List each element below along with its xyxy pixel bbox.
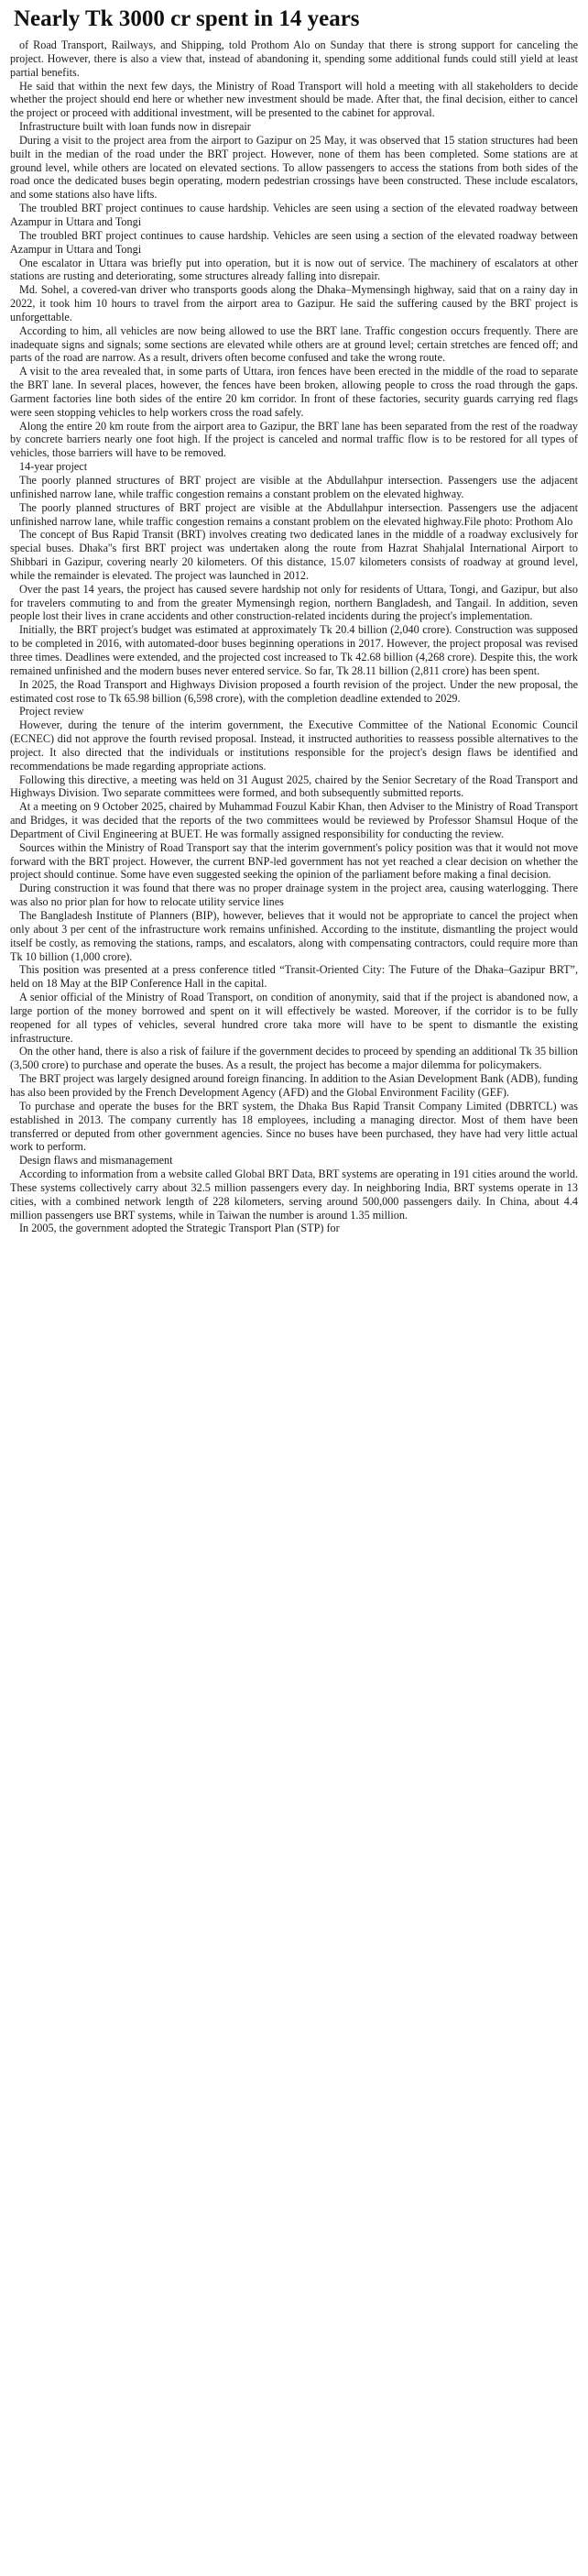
paragraph: He said that within the next few days, the Ministry of Road Transport will hold a meeting with all stakeholders to decide whether the project should end here or whether new investment should be made. After that, the final decision, either to cancel the project or proceed with additional investment, will be presented to the cabinet for approval. (10, 79, 578, 120)
paragraph: The troubled BRT project continues to cause hardship. Vehicles are seen using a section of the elevated roadway between Azampur in Uttara and Tongi (10, 228, 578, 256)
headline: Nearly Tk 3000 cr spent in 14 years (14, 6, 360, 31)
paragraph: A senior official of the Ministry of Road Transport, on condition of anonymity, said that if the project is abandoned now, a large portion of the money borrowed and spent on it will effectively be wasted. Moreover, if the corridor is to be fully reopened for all types of vehicles, several hundred crore taka more will have to be spent to dismantle the existing infrastructure. (10, 991, 578, 1045)
paragraph: At a meeting on 9 October 2025, chaired by Muhammad Fouzul Kabir Khan, then Adviser to the Ministry of Road Transport and Bridges, it was decided that the reports of the two committees would be reviewed by Professor Shamsul Hoque of the Department of Civil Engineering at BUET. He was formally assigned responsibility for conducting the review. (10, 800, 578, 840)
paragraph: In 2025, the Road Transport and Highways Division proposed a fourth revision of the project. Under the new proposal, the estimated cost rose to Tk 65.98 billion (6,598 crore), with the completion deadline extended to 2029. (10, 677, 578, 705)
paragraph: A visit to the area revealed that, in some parts of Uttara, iron fences have been erected in the middle of the road to separate the BRT lane. In several places, however, the fences have been broken, allowing people to cross the road through the gaps. Garment factories line both sides of the entire 20 km corridor. In front of these factories, security guards carrying red flags were seen stopping vehicles to help workers cross the road safely. (10, 365, 578, 419)
paragraph: Project review (19, 705, 84, 718)
paragraph: However, during the tenure of the interim government, the Executive Committee of the National Economic Council (ECNEC) did not approve the fourth revised proposal. Instead, it instructed authorities to reassess possible alternatives to the project. It also directed that the individuals or institutions responsible for the project's design flaws be identified and recommendations be made regarding appropriate actions. (10, 718, 578, 773)
paragraph: The Bangladesh Institute of Planners (BIP), however, believes that it would not be appropriate to cancel the project when only about 3 per cent of the infrastructure work remains unfinished. According to the institute, dismantling the project would itself be costly, as removing the stations, ramps, and escalators, along with compensating contractors, could require more than Tk 10 billion (1,000 crore). (10, 909, 578, 963)
paragraph: The concept of Bus Rapid Transit (BRT) involves creating two dedicated lanes in the middle of a roadway exclusively for special buses. Dhaka''s first BRT project was undertaken along the route from Hazrat Shahjalal International Airport to Shibbari in Gazipur, covering nearly 20 kilometers. Of this distance, 15.07 kilometers consists of roadway at ground level, while the remainder is elevated. The project was launched in 2012. (10, 528, 578, 582)
paragraph: This position was presented at a press conference titled “Transit-Oriented City: The Future of the Dhaka–Gazipur BRT”, held on 18 May at the BIP Conference Hall in the capital. (10, 963, 578, 991)
paragraph: To purchase and operate the buses for the BRT system, the Dhaka Bus Rapid Transit Company Limited (DBRTCL) was established in 2013. The company currently has 18 employees, including a managing director. Most of them have been transferred or deputed from other government agencies. Since no buses have been purchased, they have had very little actual work to perform. (10, 1099, 578, 1154)
paragraph: Initially, the BRT project's budget was estimated at approximately Tk 20.4 billion (2,040 crore). Construction was supposed to be completed in 2016, with automated-door buses beginning operations in 2017. However, the project proposal was revised three times. Deadlines were extended, and the projected cost increased to Tk 42.68 billion (4,268 crore). Despite this, the work remained unfinished and the modern buses never entered service. So far, Tk 28.11 billion (2,811 crore) has been spent. (10, 623, 578, 677)
paragraph: Over the past 14 years, the project has caused severe hardship not only for residents of Uttara, Tongi, and Gazipur, but also for travelers commuting to and from the greater Mymensingh region, northern Bangladesh, and Tangail. In addition, seven people lost their lives in crane accidents and other construction-related incidents during the project's implementation. (10, 582, 578, 623)
paragraph: The poorly planned structures of BRT project are visible at the Abdullahpur intersection. Passengers use the adjacent unfinished narrow lane, while traffic congestion remains a constant problem on the elevated highway. (10, 474, 578, 500)
paragraph: According to him, all vehicles are now being allowed to use the BRT lane. Traffic congestion occurs frequently. There are inadequate signs and signals; some sections are elevated while others are at ground level; certain stretches are fenced off; and parts of the road are narrow. As a result, drivers often become confused and take the wrong route. (10, 323, 578, 365)
paragraph: 14-year project (19, 460, 88, 474)
paragraph: Following this directive, a meeting was held on 31 August 2025, chaired by the Senior Secretary of the Road Transport and Highways Division. Two separate committees were formed, and both subsequently submitted reports. (10, 773, 578, 800)
paragraph: In 2005, the government adopted the Strategic Transport Plan (STP) for (19, 1222, 340, 1235)
paragraph: Design flaws and mismanagement (19, 1154, 173, 1167)
paragraph: One escalator in Uttara was briefly put into operation, but it is now out of service. The machinery of escalators at other stations are rusting and deteriorating, some structures already falling into disrepair. (10, 256, 578, 283)
paragraph: of Road Transport, Railways, and Shipping, told Prothom Alo on Sunday that there is strong support for canceling the project. However, there is also a view that, instead of abandoning it, spending some additional funds could still yield at least partial benefits. (10, 38, 578, 79)
paragraph: During construction it was found that there was no proper drainage system in the project area, causing waterlogging. There was also no prior plan for how to relocate utility service lines (10, 882, 578, 909)
paragraph: Md. Sohel, a covered-van driver who transports goods along the Dhaka–Mymensingh highway, said that on a rainy day in 2022, it took him 10 hours to travel from the airport area to Gazipur. He said the suffering caused by the BRT project is unforgettable. (10, 283, 578, 323)
article-body (10, 38, 578, 1235)
paragraph: The poorly planned structures of BRT project are visible at the Abdullahpur intersection. Passengers use the adjacent unfinished narrow lane, while traffic congestion remains a constant problem on the elevated highway.File photo: Prothom Alo (10, 500, 578, 528)
article-page (10, 0, 578, 1235)
paragraph: Sources within the Ministry of Road Transport say that the interim government's policy position was that it would not move forward with the BRT project. However, the current BNP-led government has not yet reached a clear decision on whether the project should continue. Some have even suggested seeking the opinion of the parliament before making a final decision. (10, 840, 578, 882)
paragraph: According to information from a website called Global BRT Data, BRT systems are operating in 191 cities around the world. These systems collectively carry about 32.5 million passengers every day. In neighboring India, BRT systems operate in 13 cities, with a combined network length of 228 kilometers, serving around 500,000 passengers daily. In China, about 4.4 million passengers use BRT systems, while in Taiwan the number is around 1.35 million. (10, 1167, 578, 1222)
paragraph: On the other hand, there is also a risk of failure if the government decides to proceed by spending an additional Tk 35 billion (3,500 crore) to purchase and operate the buses. As a result, the project has become a major dilemma for policymakers. (10, 1045, 578, 1072)
paragraph: During a visit to the project area from the airport to Gazipur on 25 May, it was observed that 15 station structures had been built in the median of the road under the BRT project. However, none of them has been completed. Some stations are at ground level, while others are located on elevated sections. To allow passengers to access the stations from both sides of the road once the dedicated buses begin operating, modern pedestrian crossings have been constructed. These include escalators, and some stations also have lifts. (10, 133, 578, 202)
paragraph: The troubled BRT project continues to cause hardship. Vehicles are seen using a section of the elevated roadway between Azampur in Uttara and Tongi (10, 202, 578, 228)
paragraph: Along the entire 20 km route from the airport area to Gazipur, the BRT lane has been separated from the rest of the roadway by concrete barriers nearly one foot high. If the project is canceled and normal traffic flow is to be restored for all types of vehicles, those barriers will have to be removed. (10, 419, 578, 460)
paragraph: Infrastructure built with loan funds now in disrepair (19, 120, 251, 134)
paragraph: The BRT project was largely designed around foreign financing. In addition to the Asian Development Bank (ADB), funding has also been provided by the French Development Agency (AFD) and the Global Environment Facility (GEF). (10, 1072, 578, 1099)
